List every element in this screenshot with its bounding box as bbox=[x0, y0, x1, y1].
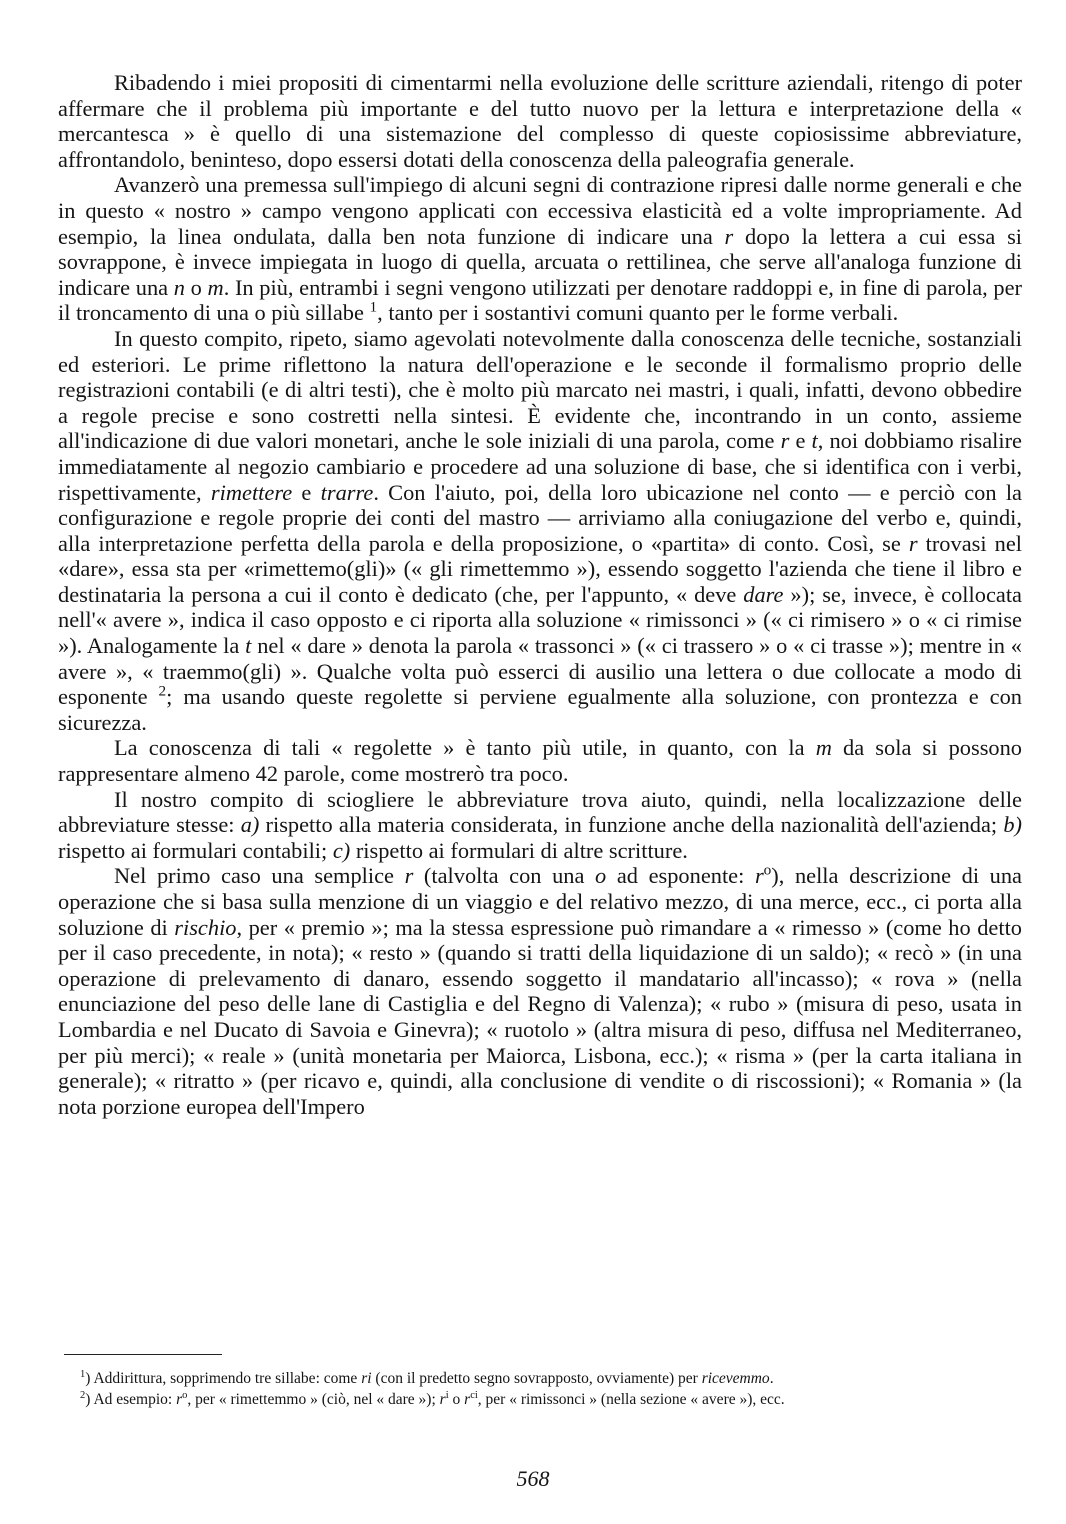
footnotes bbox=[80, 1368, 1030, 1410]
paragraph-4: La conoscenza di tali « regolette » è tanto più utile, in quanto, con la m da sola si possono rappresentare almeno 42 parole, come mostrerò tra poco. bbox=[58, 735, 1022, 787]
page-number: 568 bbox=[516, 1466, 550, 1491]
footnote-ref-1[interactable]: 1 bbox=[369, 298, 378, 316]
footnote-separator bbox=[64, 1354, 222, 1355]
footnote-ref-2[interactable]: 2 bbox=[158, 682, 167, 700]
paragraph-2: Avanzerò una premessa sull'impiego di alcuni segni di contrazione ripresi dalle norme generali e che in questo « nostro » campo vengono applicati con eccessiva elasticità ed a volte impropriamente. Ad esempio, la linea ondulata, dalla ben nota funzione di indicare una r dopo la lettera a cui essa si sovrappone, è invece impiegata in luogo di quella, arcuata o rettilinea, che serve all'analoga funzione di indicare una n o m. In più, entrambi i segni vengono utilizzati per denotare raddoppi e, in fine di parola, per il troncamento di una o più sillabe $^1$, tanto per i sostantivi comuni quanto per le forme verbali. bbox=[58, 172, 1023, 326]
paragraph-1: Ribadendo i miei propositi di cimentarmi nella evoluzione delle scritture aziendali, ritengo di poter affermare che il problema più importante e del tutto nuovo per la lettura e interpretazione della « mercantesca » è quello di una sistemazione del complesso di queste copiosissime abbreviature, affrontandolo, beninteso, dopo essersi dotati della conoscenza della paleografia generale. bbox=[58, 70, 1022, 172]
paragraph-6: Nel primo caso una semplice r (talvolta con una o ad esponente: $r^o$), nella descrizione di una operazione che si basa sulla menzione di un viaggio e del relativo mezzo, di una merce, ecc., ci porta alla soluzione di rischio, per « premio »; ma la stessa espressione può rimandare a « rimesso » (come ho detto per il caso precedente, in nota); « resto » (quando si tratti della liquidazione di un saldo); « recò » (in una operazione di prelevamento di danaro, essendo soggetto il mandatario all'incasso); « rova » (nella enunciazione del peso delle lane di Castiglia e del Regno di Valenza); « rubo » (misura di peso, usata in Lombardia e nel Ducato di Savoia e Ginevra); « ruotolo » (altra misura di peso, diffusa nel Mediterraneo, per più merci); « reale » (unità monetaria per Maiorca, Lisbona, ecc.); « risma » (per la carta italiana in generale); « ritratto » (per ricavo e, quindi, alla conclusione di vendite o di riscossioni); « Romania » (la nota porzione europea dell'Impero bbox=[58, 862, 1022, 1119]
footnote-1: $^1$) Addirittura, sopprimendo tre sillabe: come ri (con il predetto segno sovrapposto, ovviamente) per ricevemmo. bbox=[80, 1369, 774, 1387]
footnote-2: $^2$) Ad esempio: $r^o$, per « rimettemmo » (ciò, nel « dare »); $r^i$ o $r^{ci}$, per « rimissonci » (nella sezione « avere »), ecc. bbox=[80, 1390, 785, 1408]
paragraph-3: In questo compito, ripeto, siamo agevolati notevolmente dalla conoscenza delle tecniche, sostanziali ed esteriori. Le prime riflettono la natura dell'operazione e le seconde il formalismo proprio delle registrazioni contabili (e di altri testi), che è molto più marcato nei mastri, i quali, infatti, devono obbedire a regole precise e sono costretti nella sintesi. È evidente che, incontrando in un conto, assieme all'indicazione di due valori monetari, anche le sole iniziali di una parola, come r e t, noi dobbiamo risalire immediatamente al negozio cambiario e procedere ad una soluzione di base, che si identifica con i verbi, rispettivamente, rimettere e trarre. Con l'aiuto, poi, della loro ubicazione nel conto — e perciò con la configurazione e regole proprie dei conti del mastro — arriviamo alla coniugazione del verbo e, quindi, alla interpretazione perfetta della parola e della proposizione, o «partita» di conto. Così, se r trovasi nel «dare», essa sta per «rimettemo(gli)» (« gli rimettemmo »), essendo soggetto l'azienda che tiene il libro e destinataria la persona a cui il conto è dedicato (che, per l'appunto, « deve dare »); se, invece, è collocata nell'« avere », indica il caso opposto e ci riporta alla soluzione « rimissonci » (« ci rimisero » o « ci rimise »). Analogamente la t nel « dare » denota la parola « trassonci » (« ci trassero » o « ci trasse »); mentre in « avere », « traemmo(gli) ». Qualche volta può esserci di ausilio una lettera o due collocate a modo di esponente $^2$; ma usando queste regolette si perviene egualmente alla soluzione, con prontezza e con sicurezza. bbox=[58, 325, 1022, 735]
main-text bbox=[58, 70, 1022, 1119]
paragraph-5: Il nostro compito di sciogliere le abbreviature trova aiuto, quindi, nella localizzazione delle abbreviature stesse: a) rispetto alla materia considerata, in funzione anche della nazionalità dell'azienda; b) rispetto ai formulari contabili; c) rispetto ai formulari di altre scritture. bbox=[58, 786, 1022, 863]
